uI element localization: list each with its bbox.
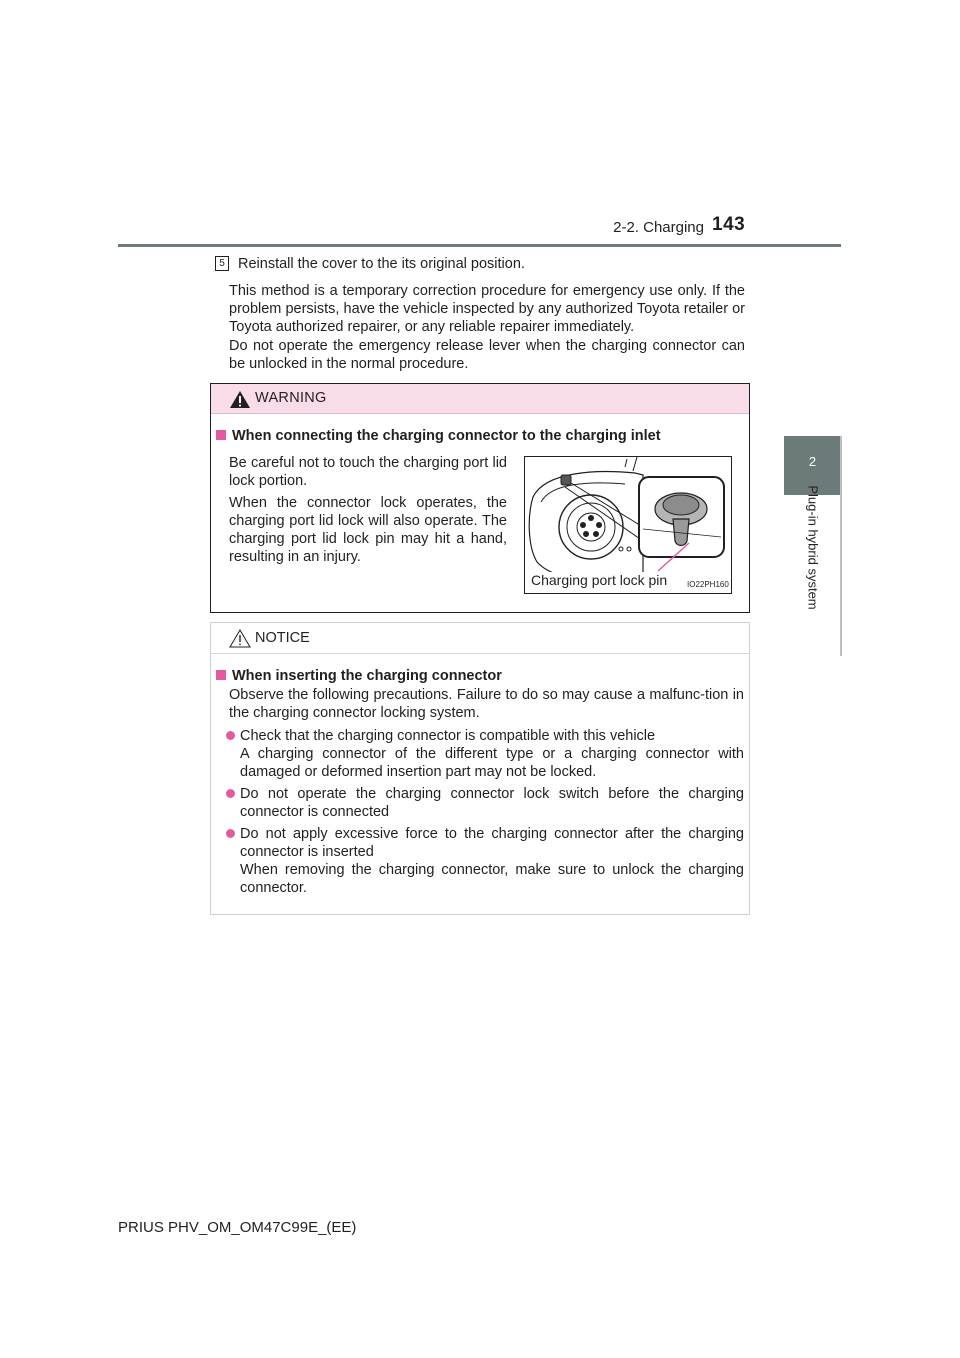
step-text: Reinstall the cover to the its original position. (238, 256, 525, 272)
chapter-title: Plug-in hybrid system (805, 485, 821, 610)
warning-heading: When connecting the charging connector to the charging inlet (216, 427, 746, 445)
notice-heading: When inserting the charging connector (216, 667, 746, 685)
notice-label: NOTICE (255, 630, 310, 646)
notice-list-item (226, 825, 744, 897)
warning-header (211, 384, 749, 414)
round-bullet-icon (226, 829, 235, 838)
caution-triangle-icon (229, 629, 251, 648)
notice-item-title: Do not apply excessive force to the charging connector after the charging connector is inserted (240, 826, 744, 860)
paragraph-temporary: This method is a temporary correction procedure for emergency use only. If the problem persists, have the vehicle inspected by any authorized Toyota retailer or Toyota authorized repairer, or any reliable repairer immediately. (229, 283, 745, 335)
page-number: 143 (712, 214, 746, 235)
warning-triangle-icon (229, 390, 251, 409)
square-bullet-icon (216, 430, 226, 440)
notice-header (211, 623, 749, 654)
notice-box (210, 622, 750, 915)
section-title: 2-2. Charging (613, 219, 704, 236)
notice-item-title: Do not operate the charging connector lock switch before the charging connector is connected (240, 786, 744, 820)
footer-doc-id: PRIUS PHV_OM_OM47C99E_(EE) (118, 1219, 357, 1236)
paragraph-do-not-operate: Do not operate the emergency release lever when the charging connector can be unlocked in the normal procedure. (229, 338, 745, 372)
charging-port-figure (524, 456, 732, 594)
notice-item-text: A charging connector of the different type or a charging connector with damaged or deformed insertion part may not be locked. (240, 746, 744, 780)
notice-item-text: When removing the charging connector, make sure to unlock the charging connector. (240, 862, 744, 896)
warning-text-1: Be careful not to touch the charging port lid lock portion. (229, 455, 507, 489)
square-bullet-icon (216, 670, 226, 680)
figure-code: IO22PH160 (687, 580, 729, 589)
step-number-box: 5 (215, 256, 229, 271)
figure-caption: Charging port lock pin (531, 572, 668, 588)
round-bullet-icon (226, 731, 235, 740)
warning-label: WARNING (255, 390, 327, 406)
notice-intro: Observe the following precautions. Failure to do so may cause a malfunc-tion in the charging connector locking system. (229, 687, 744, 721)
notice-item-title: Check that the charging connector is compatible with this vehicle (240, 728, 656, 744)
round-bullet-icon (226, 789, 235, 798)
notice-list-item (226, 785, 744, 821)
chapter-strip (840, 436, 842, 656)
chapter-number: 2 (808, 454, 817, 469)
notice-list-item (226, 727, 744, 781)
header-rule (118, 244, 841, 247)
warning-text-2: When the connector lock operates, the charging port lid lock will also operate. The charging port lid lock pin may hit a hand, resulting in an injury. (229, 495, 507, 565)
